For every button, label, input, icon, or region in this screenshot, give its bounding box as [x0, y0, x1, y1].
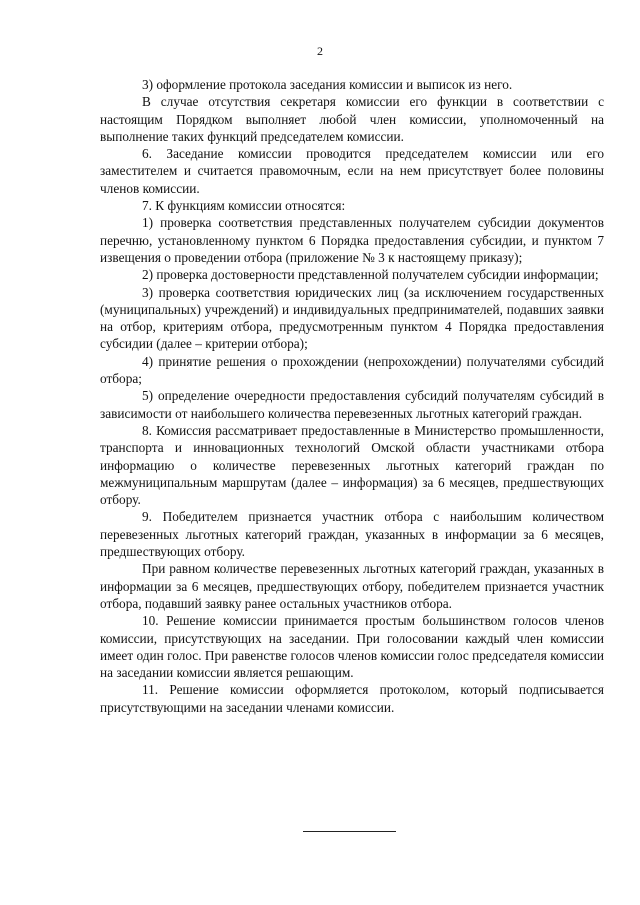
- paragraph-7-5-priority: 5) определение очередности предоставления субсидий получателям субсидий в зависимости от наибольшего количества перевезенных льготных категорий граждан.: [100, 388, 604, 421]
- document-body: [100, 76, 604, 716]
- paragraph-11-protocol: 11. Решение комиссии оформляется протоколом, который подписывается присутствующими на заседании членами комиссии.: [100, 682, 604, 715]
- paragraph-8-review: 8. Комиссия рассматривает предоставленные в Министерство промышленности, транспорта и инновационных технологий Омской области участниками отбора информацию о количестве перевезенных льготных категорий граждан по межмуниципальным маршрутам (далее – информация) за 6 месяцев, предшествующих отбору.: [100, 422, 604, 508]
- paragraph-6-meeting: 6. Заседание комиссии проводится председателем комиссии или его заместителем и считается правомочным, если на нем присутствует более половины членов комиссии.: [100, 146, 604, 196]
- paragraph-10-voting: 10. Решение комиссии принимается простым большинством голосов членов комиссии, присутствующих на заседании. При голосовании каждый член комиссии имеет один голос. При равенстве голосов членов комиссии голос председателя комиссии на заседании комиссии является решающим.: [100, 613, 604, 681]
- footer-divider: [303, 831, 396, 832]
- paragraph-9-winner: 9. Победителем признается участник отбора с наибольшим количеством перевезенных льготных категорий граждан, указанных в информации за 6 месяцев, предшествующих отбору.: [100, 509, 604, 560]
- paragraph-9-tie-rule: При равном количестве перевезенных льготных категорий граждан, указанных в информации за 6 месяцев, предшествующих отбору, победителем признается участник отбора, подавший заявку ранее остальных участников отбора.: [100, 561, 604, 611]
- paragraph-7-2-reliability-check: 2) проверка достоверности представленной получателем субсидии информации;: [142, 267, 599, 283]
- paragraph-item-3-protocol: 3) оформление протокола заседания комиссии и выписок из него.: [142, 77, 513, 92]
- page-number: 2: [317, 44, 323, 58]
- paragraph-7-4-decision: 4) принятие решения о прохождении (непрохождении) получателями субсидий отбора;: [100, 353, 604, 387]
- paragraph-7-3-criteria-check: 3) проверка соответствия юридических лиц (за исключением государственных (муниципальных) учреждений) и индивидуальных предпринимателей, подавших заявки на отбор, критериям отбора, предусмотренным пунктом 4 Порядка предоставления субсидии (далее – критерии отбора);: [100, 284, 604, 352]
- paragraph-7-functions-heading: 7. К функциям комиссии относятся:: [142, 198, 346, 214]
- paragraph-7-1-documents-check: 1) проверка соответствия представленных получателем субсидии документов перечню, установленному пунктом 6 Порядка предоставления субсидии, и пунктом 7 извещения о проведении отбора (приложение № 3 к настоящему приказу);: [100, 215, 604, 265]
- paragraph-secretary-absence: В случае отсутствия секретаря комиссии его функции в соответствии с настоящим Порядком выполняет любой член комиссии, уполномоченный на выполнение таких функций председателем комиссии.: [100, 94, 604, 144]
